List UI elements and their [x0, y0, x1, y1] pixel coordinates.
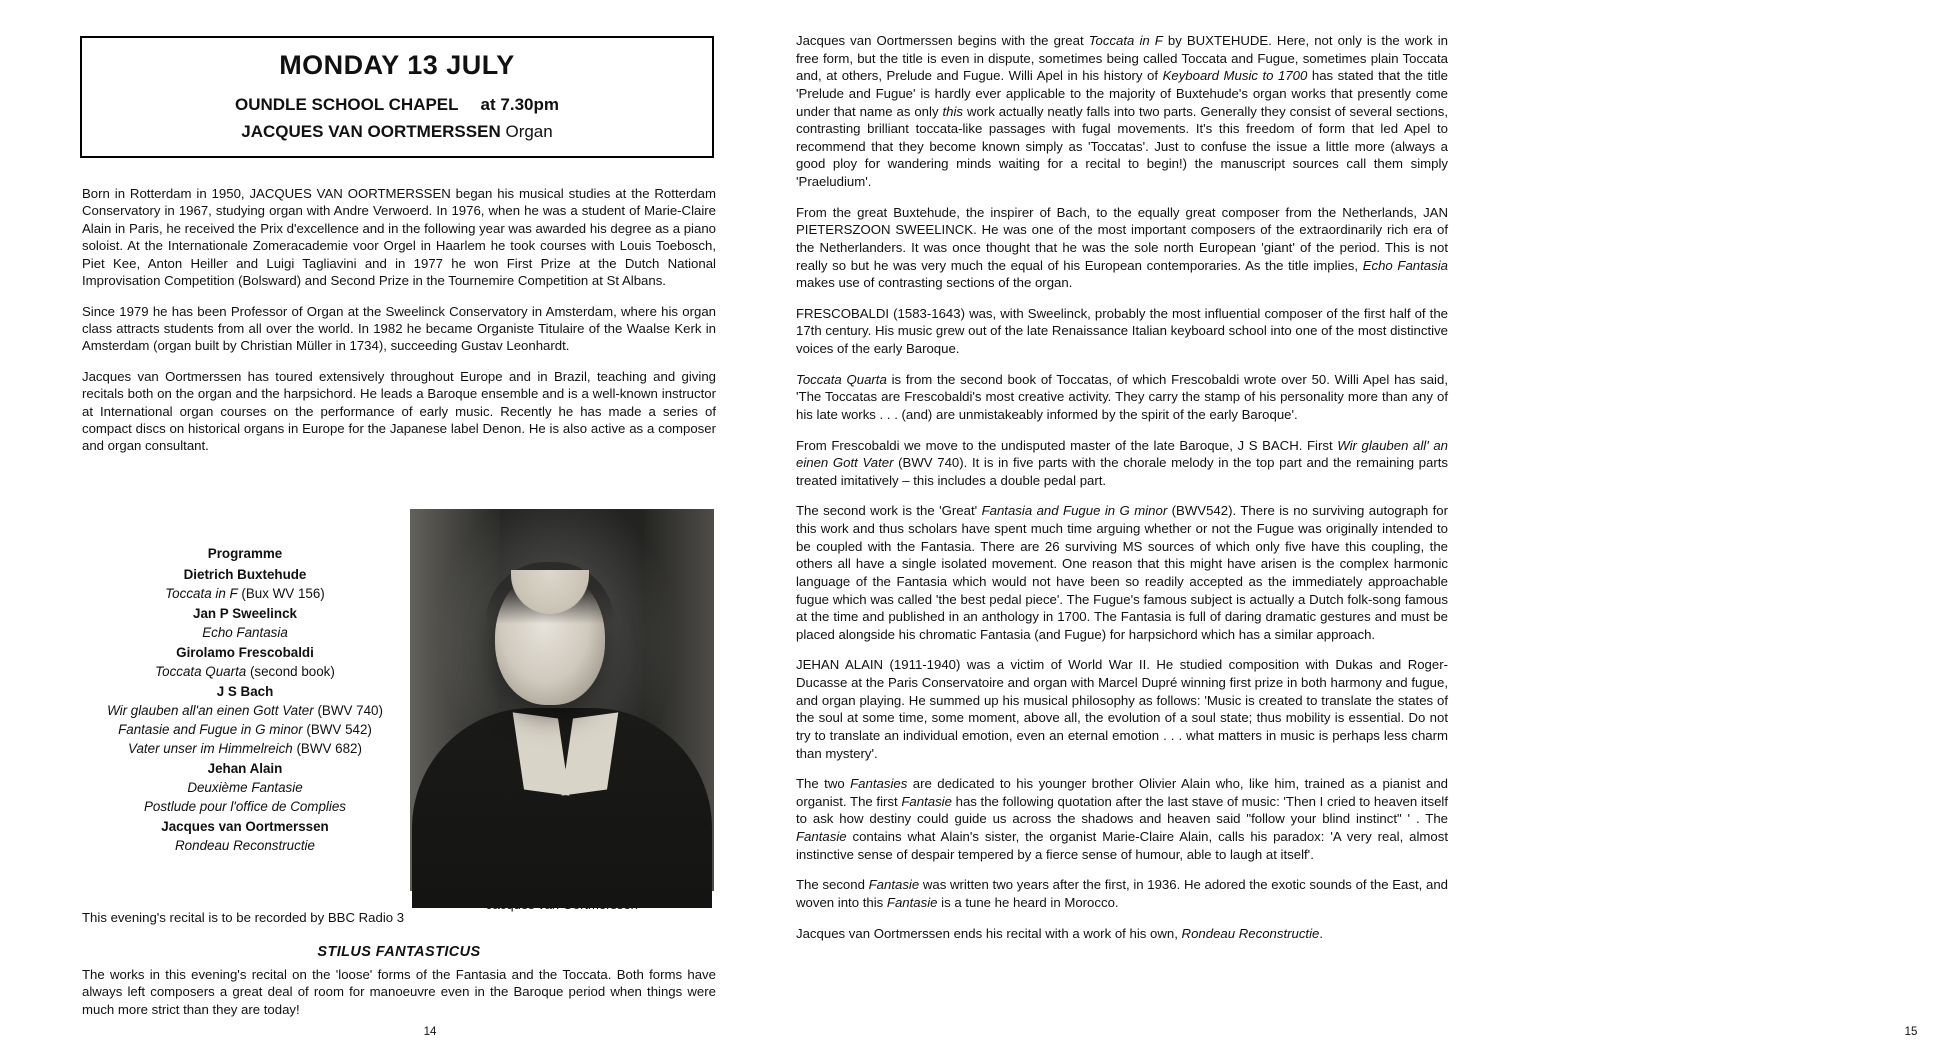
programme-work-suffix: (BWV 682) — [292, 741, 362, 757]
notes-text: The two — [796, 776, 851, 792]
notes-text: contains what Alain's sister, the organist Marie-Claire Alain, calls his paradox: 'A very real, almost instinctive sense of despair tempered by a fierce sense of humour, able to laugh at itself'. — [796, 829, 1448, 862]
programme-work-title: Rondeau Reconstructie — [175, 838, 315, 854]
notes-work-title: Rondeau Reconstructie — [1181, 925, 1320, 941]
notes-text: . — [1319, 925, 1324, 941]
notes-work-title: Toccata in F — [1088, 33, 1163, 48]
notes-work-title: Fantasies — [850, 776, 908, 792]
notes-text: work actually neatly falls into two parts. Generally they consist of several sections, contrasting brilliant toccata-like passages with fugal movements. It's this freedom of form that led Apel to recommend that they become known simply as 'Toccatas'. Just to confuse the issue a little more (always a good ploy for wandering minds waiting for a recital to begin!) the manuscript sources call them simply 'Praeludium'. — [796, 103, 1449, 189]
notes-paragraph: JEHAN ALAIN (1911-1940) was a victim of World War II. He studied composition with Dukas and Roger-Ducasse at the Paris Conservatoire and organ with Marcel Dupré winning first prize in both harmony and fugue, and organ playing. He summed up his musical philosophy as follows: 'Music is created to translate the states of the soul at some time, some moment, above all, the evolution of a soul state; thus mobility is essential. Do not try to translate an individual emotion, even an eternal emotion . . . what matters in music is perhaps less charm than mystery'. — [796, 657, 1448, 761]
notes-paragraph — [796, 204, 1448, 292]
biography-paragraph: Jacques van Oortmerssen has toured extensively throughout Europe and in Brazil, teaching and giving recitals both on the organ and the harpsichord. He leads a Baroque ensemble and is a well-known instructor at International organ courses on the performance of early music. Recently he has made a series of compact discs on historical organs in Europe for the Japanese label Denon. He is also active as a composer and organ consultant. — [82, 368, 716, 454]
notes-text: makes use of contrasting sections of the organ. — [796, 275, 1073, 291]
notes-text: by BUXTEHUDE. Here, not only is the work in free form, but the title is even in dispute, sometimes being called Toccata and Fugue, sometimes plain Toccata and, at others, Prelude and Fugue. Willi Apel in his history of — [796, 33, 1448, 84]
notes-text: are dedicated to his younger brother Olivier Alain who, like him, trained as a pianist and organist. The first — [796, 776, 1449, 809]
notes-text: Jacques van Oortmerssen ends his recital with a work of his own, — [796, 925, 1182, 941]
programme-work-title: Toccata Quarta — [155, 664, 247, 680]
notes-text: (BWV542). There is no surviving autograph for this work and thus scholars have spent much time arguing whether or not the Fugue was originally intended to be coupled with the Fantasia. There are 26 surviving MS sources of which only five have this coupling, the others all have a single isolated movement. One reason that this might have arisen is the complex harmonic language of the Fantasia which would not have been so readily accepted as the immediately approachable fugue which was called 'the best pedal piece'. The Fugue's famous subject is actually a Dutch folk-song famous at the time and published in an anthology in 1700. The Fantasia is full of daring dramatic gestures and must be placed alongside his chromatic Fantasia (and Fugue) for harpsichord which has a similar approach. — [796, 503, 1448, 642]
notes-text: has stated that the title 'Prelude and Fugue' is hardly ever applicable to the majority of Buxtehude's organ works that presently come under that name as only — [796, 68, 1449, 119]
programme-work-title: Fantasie and Fugue in G minor — [118, 722, 303, 738]
recital-performer-role: Organ — [505, 122, 553, 141]
recital-venue: OUNDLE SCHOOL CHAPEL — [235, 95, 459, 114]
notes-text: From Frescobaldi we move to the undisputed master of the late Baroque, J S BACH. First — [796, 437, 1338, 453]
performer-photo-block — [410, 509, 714, 912]
notes-text: is a tune he heard in Morocco. — [937, 894, 1119, 910]
programme-notes — [796, 32, 1448, 955]
programme-work-title: Postlude pour l'office de Complies — [143, 799, 347, 815]
programme-composer: Jehan Alain — [207, 761, 283, 777]
notes-work-title: Echo Fantasia — [1362, 257, 1448, 273]
programme-heading: Programme — [207, 546, 283, 561]
programme-entry — [80, 759, 410, 816]
programme-work — [80, 701, 410, 720]
programme-work — [80, 662, 410, 681]
programme-work-suffix: (Bux WV 156) — [237, 586, 325, 602]
recital-time: at 7.30pm — [480, 95, 559, 114]
notes-text: (BWV 740). It is in five parts with the chorale melody in the top part and the remaining parts treated imitatively – this includes a double pedal part. — [796, 455, 1448, 488]
notes-text: was written two years after the first, in 1936. He adored the exotic sounds of the East, and woven into this — [796, 877, 1448, 910]
biography-paragraph: Born in Rotterdam in 1950, JACQUES VAN OORTMERSSEN began his musical studies at the Rotterdam Conservatory in 1967, studying organ with Andre Verwoerd. In 1976, when he was a student of Marie-Claire Alain in Paris, he received the Prix d'excellence and in the following year was awarded his degree as a piano soloist. At the Internationale Zomeracademie voor Orgel in Haarlem he took courses with Louis Toebosch, Piet Kee, Anton Heiller and Luigi Tagliavini and in 1977 he won First Prize at the Dutch National Improvisation Competition (Bolsward) and Second Prize in the Tournemire Competition at St Albans. — [82, 186, 716, 289]
programme-work — [80, 778, 410, 797]
programme-work-title: Echo Fantasia — [202, 625, 288, 641]
biography — [82, 185, 716, 468]
programme-entry — [80, 817, 410, 855]
programme-work-suffix: (second book) — [246, 664, 335, 680]
notes-work-title: Fantasia and Fugue in G minor — [981, 503, 1168, 519]
notes-paragraph — [796, 437, 1448, 490]
notes-text: Jacques van Oortmerssen begins with the great — [796, 33, 1089, 48]
notes-text: From the great Buxtehude, the inspirer of Bach, to the equally great composer from the Netherlands, JAN PIETERSZOON SWEELINCK. He was one of the most important composers of the extraordinarily rich era of the Netherlanders. It was once thought that he was the sole north European 'giant' of the period. This is not really so but he was very much the equal of his European contemporaries. As the title implies, — [796, 204, 1448, 273]
programme-entry — [80, 682, 410, 758]
left-page — [80, 0, 730, 1061]
programme-work — [80, 623, 410, 642]
programme-list — [80, 544, 410, 857]
notes-work-title: Fantasie — [886, 894, 938, 910]
performer-photo — [410, 509, 714, 891]
notes-paragraph — [796, 371, 1448, 424]
programme-work — [80, 797, 410, 816]
broadcast-note: This evening's recital is to be recorded by BBC Radio 3 — [82, 910, 405, 925]
programme-entry — [80, 643, 410, 681]
programme-composer: J S Bach — [216, 684, 274, 700]
notes-work-title: Fantasie — [901, 793, 952, 809]
recital-header-box — [80, 36, 714, 158]
page-number-right: 15 — [1904, 1026, 1918, 1038]
programme-work-suffix: (BWV 740) — [313, 703, 383, 719]
stilus-fantasticus-body: The works in this evening's recital on the 'loose' forms of the Fantasia and the Toccata. Both forms have always left composers a great deal of room for manoeuvre even in the Baroque period when things were much more strict than they are today! — [82, 967, 716, 1017]
right-page — [796, 0, 1918, 1061]
notes-text: The second — [796, 877, 869, 893]
programme-work — [80, 584, 410, 603]
programme-composer: Dietrich Buxtehude — [183, 567, 307, 583]
biography-paragraph: Since 1979 he has been Professor of Organ at the Sweelinck Conservatory in Amsterdam, where his organ class attracts students from all over the world. In 1982 he became Organiste Titulaire of the Waalse Kerk in Amsterdam (organ built by Christian Müller in 1734), succeeding Gustav Leonhardt. — [82, 303, 716, 354]
notes-work-title: Fantasie — [796, 829, 847, 844]
programme-entry — [80, 565, 410, 603]
page-number-left: 14 — [423, 1026, 437, 1038]
notes-paragraph — [796, 775, 1448, 863]
programme-work-title: Toccata in F — [165, 586, 238, 602]
notes-paragraph — [796, 502, 1448, 643]
programme-work-title: Wir glauben all'an einen Gott Vater — [107, 703, 314, 719]
programme-work — [80, 739, 410, 758]
programme-work-title: Vater unser im Himmelreich — [128, 741, 293, 757]
programme-work-title: Deuxième Fantasie — [187, 780, 303, 796]
notes-work-title: Fantasie — [868, 877, 920, 893]
notes-paragraph — [796, 925, 1448, 943]
recital-performer: JACQUES VAN OORTMERSSEN — [241, 122, 501, 141]
programme-composer: Jacques van Oortmerssen — [161, 819, 329, 835]
stilus-fantasticus-title: STILUS FANTASTICUS — [317, 944, 481, 960]
notes-work-title: Wir glauben all' an einen Gott Vater — [796, 437, 1448, 471]
notes-paragraph — [796, 32, 1448, 191]
notes-work-title: Toccata Quarta — [796, 371, 887, 387]
programme-work — [80, 836, 410, 855]
notes-text: The second work is the 'Great' — [796, 503, 982, 519]
recital-date: MONDAY 13 JULY — [279, 50, 515, 80]
recital-performer-line — [82, 122, 712, 142]
programme-composer: Jan P Sweelinck — [193, 606, 297, 622]
notes-emphasis: this — [942, 103, 964, 119]
notes-paragraph — [796, 876, 1448, 911]
photo-figure-body — [412, 708, 712, 908]
recital-venue-line — [82, 95, 712, 115]
notes-text: is from the second book of Toccatas, of which Frescobaldi wrote over 50. Willi Apel has said, 'The Toccatas are Frescobaldi's most creative activity. They carry the stamp of his personality more than any of his late works . . . (and) are unmistakeably informed by the spirit of the early Baroque'. — [796, 371, 1448, 422]
notes-text: has the following quotation after the last stave of music: 'Then I cried to heaven itself to ask how destiny could guide us across the shadows and heaven said "follow your blind instinct" ' . The — [796, 793, 1448, 827]
programme-composer: Girolamo Frescobaldi — [176, 645, 314, 661]
notes-book-title: Keyboard Music to 1700 — [1162, 68, 1308, 84]
notes-paragraph: FRESCOBALDI (1583-1643) was, with Sweelinck, probably the most influential composer of the first half of the 17th century. His music grew out of the late Renaissance Italian keyboard school into one of the most distinctive voices of the early Baroque. — [796, 305, 1448, 356]
programme-entry — [80, 604, 410, 642]
programme-work-suffix: (BWV 542) — [302, 722, 372, 738]
programme-work — [80, 720, 410, 739]
